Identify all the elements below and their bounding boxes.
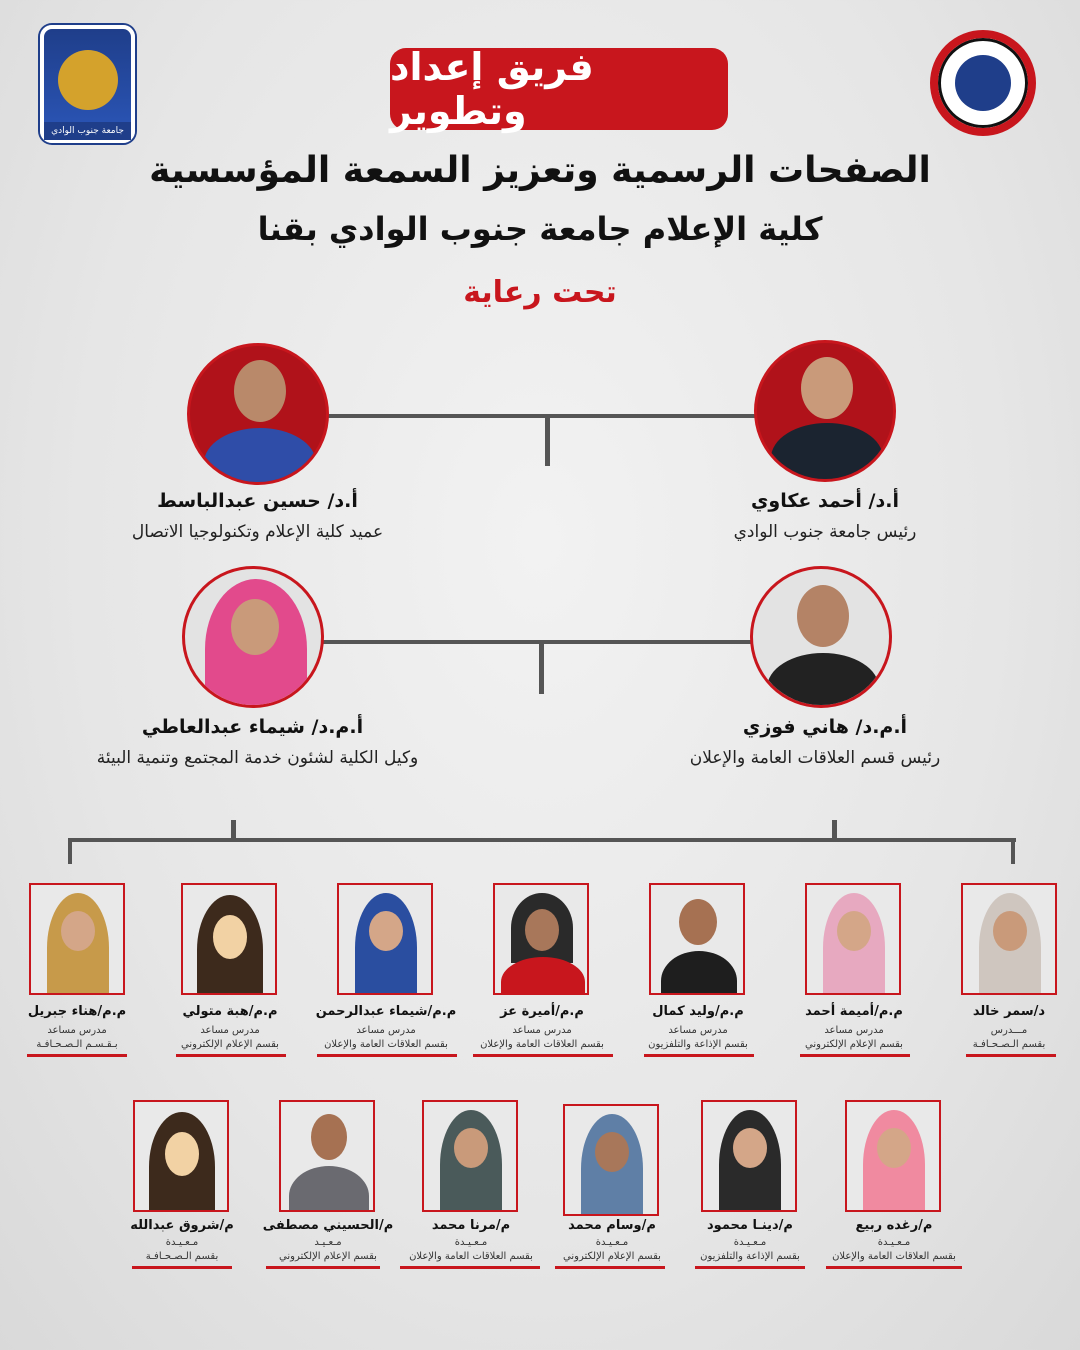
member-dept: بقسم العلاقات العامة والإعلان — [409, 1251, 533, 1262]
leader-role: رئيس قسم العلاقات العامة والإعلان — [689, 748, 941, 768]
member-role: مـعـيـدة — [454, 1237, 488, 1248]
member-name: م/شروق عبدالله — [130, 1218, 234, 1233]
member-underline — [27, 1054, 127, 1057]
member-photo — [961, 883, 1057, 995]
member-dept: بقسم الإعلام الإلكتروني — [279, 1251, 377, 1262]
member-dept: بقسم الإعلام الإلكتروني — [563, 1251, 661, 1262]
page-title: الصفحات الرسمية وتعزيز السمعة المؤسسية — [149, 150, 931, 191]
member-name: م.م/هناء جبريل — [27, 1004, 127, 1019]
member-role: مـعـيـدة — [595, 1237, 629, 1248]
connector-line — [832, 820, 837, 840]
connector-line — [231, 820, 236, 840]
member-underline — [644, 1054, 754, 1057]
member-dept: بقسم العلاقات العامة والإعلان — [324, 1039, 448, 1050]
leader-role: رئيس جامعة جنوب الوادي — [733, 522, 917, 542]
member-photo — [701, 1100, 797, 1212]
member-photo — [29, 883, 125, 995]
member-role: مـعـيـدة — [165, 1237, 199, 1248]
page-subtitle: كلية الإعلام جامعة جنوب الوادي بقنا — [257, 210, 823, 248]
connector-line — [545, 418, 550, 466]
member-dept: بقسم العلاقات العامة والإعلان — [832, 1251, 956, 1262]
member-photo — [845, 1100, 941, 1212]
member-underline — [266, 1266, 380, 1269]
member-photo — [649, 883, 745, 995]
connector-line — [539, 644, 544, 694]
member-underline — [695, 1266, 805, 1269]
leader-name: أ.م.د/ شيماء عبدالعاطي — [141, 716, 364, 738]
member-name: م/رغده ربيع — [855, 1218, 933, 1233]
faculty-emblem-icon — [955, 55, 1011, 111]
leader-photo — [754, 340, 896, 482]
connector-line — [68, 840, 72, 864]
member-underline — [400, 1266, 540, 1269]
member-name: م.م/وليد كمال — [652, 1004, 744, 1019]
member-role: مـعـيـدة — [733, 1237, 767, 1248]
member-name: م/وسام محمد — [568, 1218, 656, 1233]
connector-line — [322, 640, 752, 644]
connector-line — [1011, 840, 1015, 864]
leader-photo — [750, 566, 892, 708]
member-photo — [279, 1100, 375, 1212]
member-underline — [473, 1054, 613, 1057]
member-role: مدرس مساعد — [668, 1025, 728, 1036]
team-badge: فريق إعداد وتطوير — [390, 48, 728, 130]
member-name: م/الحسيني مصطفى — [262, 1218, 394, 1233]
member-role: مدرس مساعد — [512, 1025, 572, 1036]
member-role: مـعـيـدة — [877, 1237, 911, 1248]
member-name: م.م/أميرة عز — [500, 1004, 584, 1019]
member-name: م/مرنا محمد — [431, 1218, 511, 1233]
member-role: مدرس مساعد — [356, 1025, 416, 1036]
member-dept: بـقـسـم الـصـحـافـة — [36, 1039, 118, 1050]
member-underline — [176, 1054, 286, 1057]
member-role: مدرس مساعد — [47, 1025, 107, 1036]
member-dept: بقسم العلاقات العامة والإعلان — [480, 1039, 604, 1050]
member-underline — [826, 1266, 962, 1269]
member-role: مـــدرس — [990, 1025, 1028, 1036]
leader-role: عميد كلية الإعلام وتكنولوجيا الاتصال — [131, 522, 384, 542]
sponsorship-label: تحت رعاية — [463, 275, 617, 310]
leader-name: أ.م.د/ هاني فوزي — [742, 716, 908, 738]
leader-photo — [187, 343, 329, 485]
member-photo — [337, 883, 433, 995]
member-name: م.م/شيماء عبدالرحمن — [315, 1004, 457, 1019]
member-name: م.م/هبة متولي — [182, 1004, 278, 1019]
leader-role: وكيل الكلية لشئون خدمة المجتمع وتنمية البيئة — [96, 748, 419, 768]
member-underline — [800, 1054, 910, 1057]
member-role: مدرس مساعد — [200, 1025, 260, 1036]
member-name: م/دينـا محمود — [707, 1218, 793, 1233]
member-photo — [181, 883, 277, 995]
member-name: م.م/أميمة أحمد — [805, 1004, 903, 1019]
member-underline — [132, 1266, 232, 1269]
member-role: مدرس مساعد — [824, 1025, 884, 1036]
leader-photo — [182, 566, 324, 708]
member-photo — [422, 1100, 518, 1212]
member-dept: بقسم الإعلام الإلكتروني — [181, 1039, 279, 1050]
member-photo — [563, 1104, 659, 1216]
member-underline — [966, 1054, 1056, 1057]
member-photo — [133, 1100, 229, 1212]
member-dept: بقسم الإذاعة والتلفزيون — [700, 1251, 800, 1262]
leader-name: أ.د/ أحمد عكاوي — [751, 490, 899, 512]
member-photo — [805, 883, 901, 995]
connector-line — [68, 838, 1016, 842]
university-logo-caption: جامعة جنوب الوادي — [44, 122, 131, 140]
member-photo — [493, 883, 589, 995]
member-dept: بقسم الإذاعة والتلفزيون — [648, 1039, 748, 1050]
member-dept: بقسم الـصـحـافـة — [145, 1251, 219, 1262]
member-underline — [317, 1054, 457, 1057]
university-emblem-icon — [58, 50, 118, 110]
leader-name: أ.د/ حسين عبدالباسط — [157, 490, 358, 512]
member-name: د/سمر خالد — [972, 1004, 1046, 1019]
member-dept: بقسم الإعلام الإلكتروني — [805, 1039, 903, 1050]
connector-line — [328, 414, 756, 418]
member-role: مـعـيـد — [314, 1237, 342, 1248]
member-dept: بقسم الـصـحـافـة — [972, 1039, 1046, 1050]
member-underline — [555, 1266, 665, 1269]
